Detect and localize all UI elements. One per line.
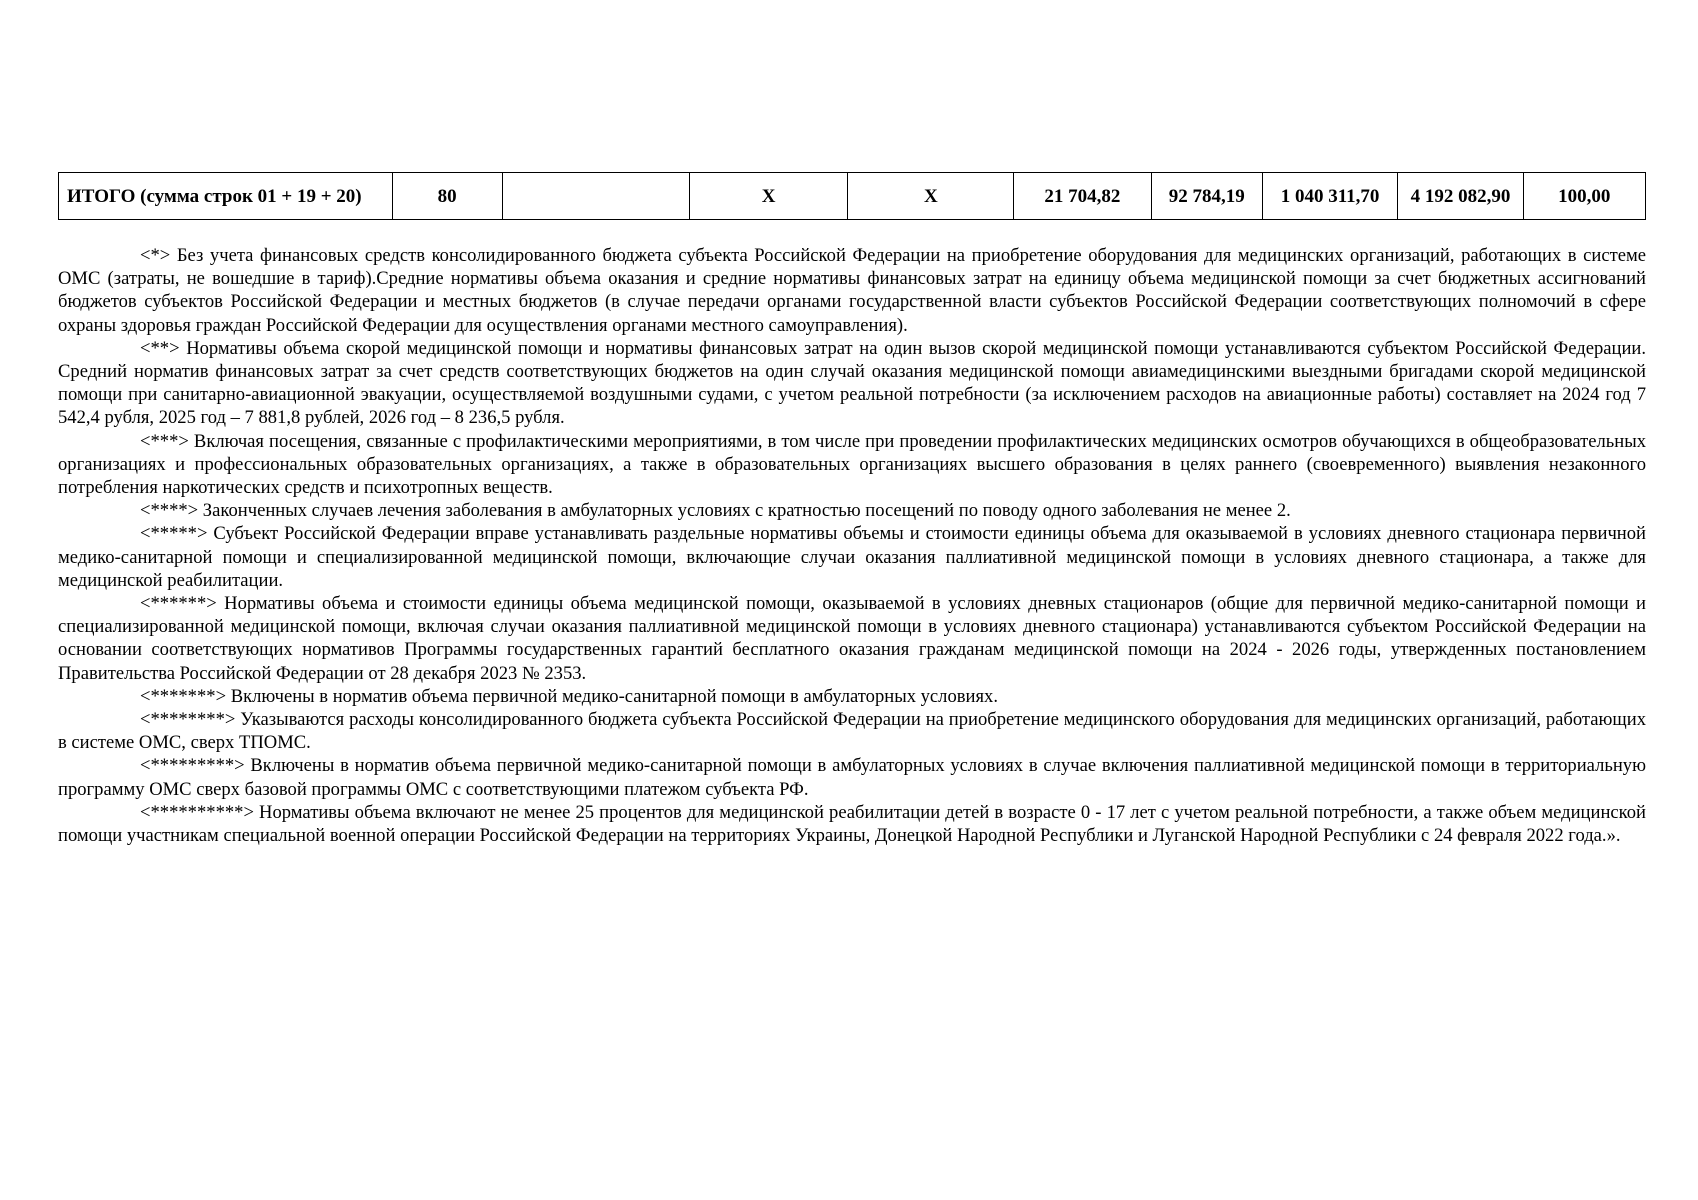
totals-label: ИТОГО (сумма строк 01 + 19 + 20) xyxy=(59,173,393,220)
footnote-10: <**********> Нормативы объема включают не менее 25 процентов для медицинской реабилитации детей в возрасте 0 - 17 лет с учетом реальной потребности, а также объем медицинской помощи участникам специальной военной операции Российской Федерации на территориях Украины, Донецкой Народной Республики и Луганской Народной Республики с 24 февраля 2022 года.». xyxy=(58,801,1646,847)
volume-norm-cell: Х xyxy=(689,173,848,220)
footnote-7: <*******> Включены в норматив объема первичной медико-санитарной помощи в амбулаторных условиях. xyxy=(140,685,998,707)
totals-table xyxy=(58,172,1646,220)
footnote-9: <*********> Включены в норматив объема первичной медико-санитарной помощи в амбулаторных условиях в случае включения паллиативной медицинской помощи в территориальную программу ОМС сверх базовой программы ОМС с соответствующими платежом субъекта РФ. xyxy=(58,755,1646,800)
footnote-6: <******> Нормативы объема и стоимости единицы объема медицинской помощи, оказываемой в условиях дневных стационаров (общие для первичной медико-санитарной помощи и специализированной медицинской помощи, включая случаи оказания паллиативной медицинской помощи в условиях дневного стационара) устанавливаются субъектом Российской Федерации на основании соответствующих нормативов Программы государственных гарантий бесплатного оказания гражданам медицинской помощи на 2024 - 2026 годы, утвержденных постановлением Правительства Российской Федерации от 28 декабря 2023 № 2353. xyxy=(58,593,1646,684)
percent-cell: 100,00 xyxy=(1523,173,1645,220)
footnote-3: <***> Включая посещения, связанные с профилактическими мероприятиями, в том числе при проведении профилактических медицинских осмотров обучающихся в общеобразовательных организациях и профессиональных образовательных организациях, а также в образовательных организациях высшего образования в целях раннего (своевременного) выявления незаконного потребления наркотических средств и психотропных веществ. xyxy=(58,430,1646,499)
footnote-1: <*> Без учета финансовых средств консолидированного бюджета субъекта Российской Федерации на приобретение оборудования для медицинских организаций, работающих в системе ОМС (затраты, не вошедшие в тариф).Средние нормативы объема оказания и средние нормативы финансовых затрат на единицу объема медицинской помощи за счет бюджетных ассигнований бюджетов субъектов Российской Федерации и местных бюджетов (в случае передачи органами государственной власти субъектов Российской Федерации соответствующих полномочий в сфере охраны здоровья граждан Российской Федерации для осуществления органами местного самоуправления). xyxy=(58,245,1646,336)
total-budget-cell: 1 040 311,70 xyxy=(1262,173,1397,220)
totals-row xyxy=(59,173,1646,220)
footnote-5: <*****> Субъект Российской Федерации вправе устанавливать раздельные нормативы объемы и стоимости единицы объема для оказываемой в условиях дневного стационара первичной медико-санитарной помощи и специализированной медицинской помощи, включающие случаи оказания паллиативной медицинской помощи в условиях дневного стационара, а также для медицинской реабилитации. xyxy=(58,523,1646,591)
total-oms-cell: 4 192 082,90 xyxy=(1398,173,1523,220)
footnote-2: <**> Нормативы объема скорой медицинской помощи и нормативы финансовых затрат на один вызов скорой медицинской помощи устанавливаются субъектом Российской Федерации. Средний норматив финансовых затрат за счет средств соответствующих бюджетов на один случай оказания медицинской помощи авиамедицинскими выездными бригадами скорой медицинской помощи при санитарно-авиационной эвакуации, осуществляемой воздушными судами, с учетом реальной потребности (за исключением расходов на авиационные работы) составляет на 2024 год 7 542,4 рубля, 2025 год – 7 881,8 рублей, 2026 год – 8 236,5 рубля. xyxy=(58,337,1646,429)
per-capita-oms-cell: 92 784,19 xyxy=(1151,173,1262,220)
line-number-cell: 80 xyxy=(392,173,502,220)
cost-norm-cell: Х xyxy=(848,173,1014,220)
unit-cell xyxy=(502,173,689,220)
footnote-8: <********> Указываются расходы консолидированного бюджета субъекта Российской Федерации на приобретение медицинского оборудования для медицинских организаций, работающих в системе ОМС, сверх ТПОМС. xyxy=(58,709,1646,754)
footnotes xyxy=(58,244,1646,847)
document-page xyxy=(58,172,1646,847)
per-capita-budget-cell: 21 704,82 xyxy=(1014,173,1151,220)
footnote-4: <****> Законченных случаев лечения заболевания в амбулаторных условиях с кратностью посещений по поводу одного заболевания не менее 2. xyxy=(140,500,1291,522)
